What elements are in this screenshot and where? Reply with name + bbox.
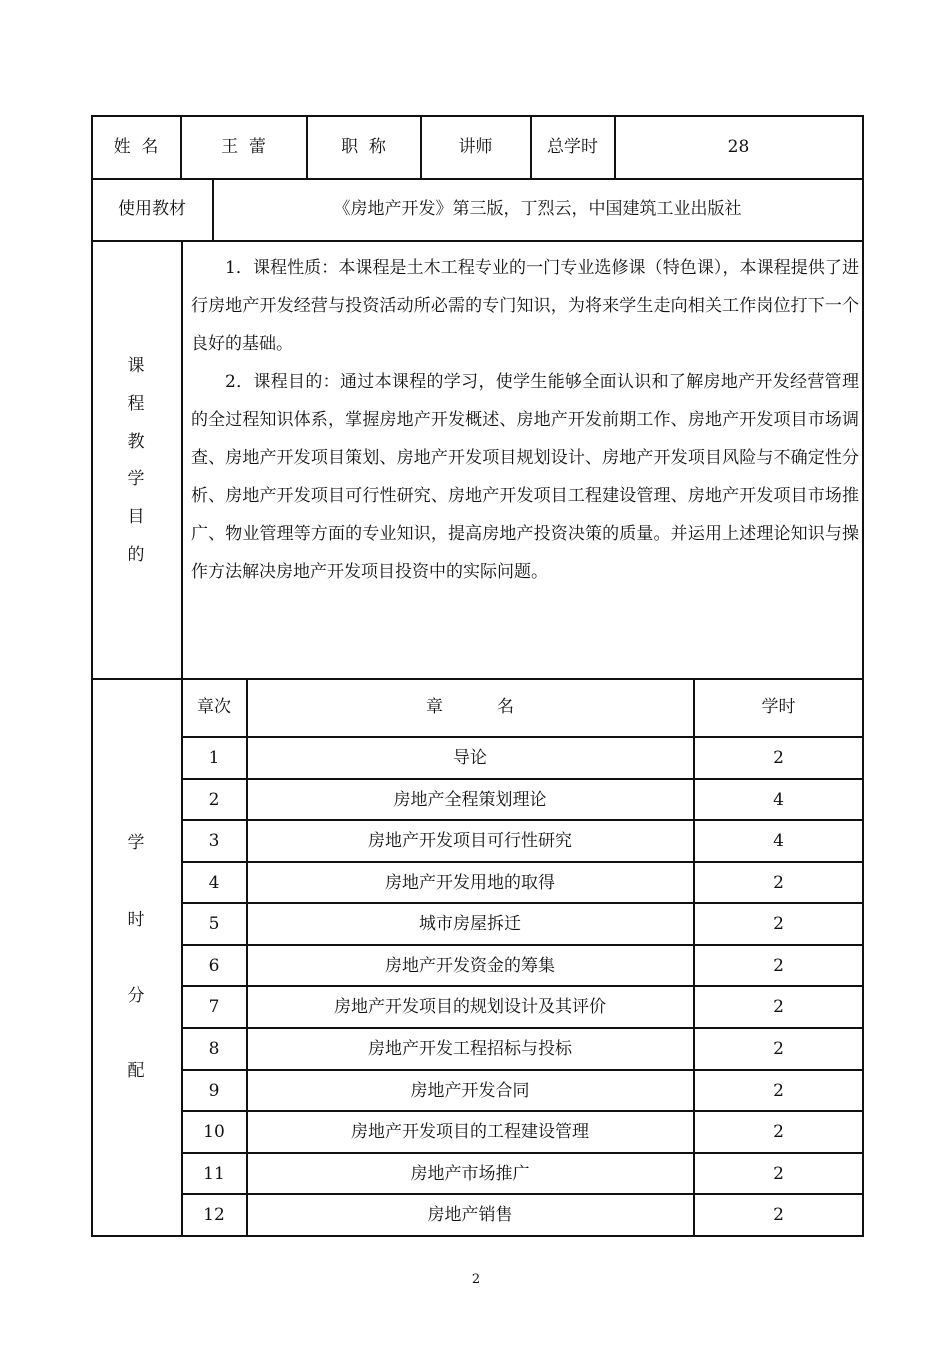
- chapter-name: 房地产开发项目的规划设计及其评价: [334, 997, 606, 1017]
- chapter-hours: 2: [773, 914, 784, 934]
- chapter-hours: 2: [773, 748, 784, 768]
- schedule-row: [182, 1070, 863, 1111]
- chapter-number: 3: [208, 831, 220, 851]
- objectives-label-char: 课: [127, 356, 145, 376]
- chapter-number: 7: [208, 997, 220, 1017]
- chapter-name: 房地产开发工程招标与投标: [368, 1039, 572, 1059]
- chapter-number: 12: [203, 1205, 225, 1225]
- chapter-name: 房地产开发项目的工程建设管理: [351, 1122, 589, 1142]
- chapter-hours: 2: [773, 1164, 784, 1184]
- chapter-name: 房地产开发合同: [410, 1081, 530, 1101]
- hours-column-header: 学时: [761, 697, 796, 717]
- chapter-name: 房地产开发用地的取得: [385, 873, 555, 893]
- total-hours-label: 总学时: [547, 137, 598, 157]
- chapter-name: 房地产开发资金的筹集: [385, 956, 555, 976]
- objectives-label-char: 教: [127, 432, 145, 452]
- schedule-row: [182, 1111, 863, 1152]
- schedule-row: [182, 1153, 863, 1194]
- objectives-label-char: 程: [127, 394, 145, 414]
- schedule-header-row: [182, 678, 863, 736]
- page-number: 2: [471, 1272, 481, 1287]
- schedule-label-char: 配: [127, 1061, 145, 1081]
- chapter-number: 8: [208, 1039, 220, 1059]
- schedule-label-char: 分: [127, 986, 145, 1006]
- chapter-number: 2: [208, 790, 220, 810]
- textbook-label: 使用教材: [118, 199, 186, 219]
- schedule-row: [182, 737, 863, 778]
- course-nature-paragraph: 1．课程性质：本课程是土木工程专业的一门专业选修课（特色课），本课程提供了进行房地产开发经营与投资活动所必需的专门知识，为将来学生走向相关工作岗位打下一个良好的基础。: [191, 258, 859, 354]
- schedule-label-char: 时: [127, 910, 145, 930]
- schedule-row: [182, 779, 863, 820]
- chapter-number: 4: [208, 873, 220, 893]
- chapter-hours: 2: [773, 1039, 784, 1059]
- chapter-hours: 2: [773, 1081, 784, 1101]
- schedule-row: [182, 862, 863, 903]
- chapter-hours: 2: [773, 1205, 784, 1225]
- chapter-number: 11: [203, 1164, 225, 1184]
- total-hours-value: 28: [727, 137, 750, 157]
- course-purpose-paragraph: 2．课程目的：通过本课程的学习，使学生能够全面认识和了解房地产开发经营管理的全过程知识体系，掌握房地产开发概述、房地产开发前期工作、房地产开发项目市场调查、房地产开发项目策划、房地产开发项目规划设计、房地产开发项目风险与不确定性分析、房地产开发项目可行性研究、房地产开发项目工程建设管理、房地产开发项目市场推广、物业管理等方面的专业知识，提高房地产投资决策的质量。并运用上述理论知识与操作方法解决房地产开发项目投资中的实际问题。: [191, 372, 859, 582]
- title-label: 职 称: [341, 137, 386, 157]
- chapter-column-header: 章次: [197, 697, 231, 717]
- chapter-hours: 4: [773, 790, 784, 810]
- chapter-name: 房地产销售: [427, 1205, 513, 1225]
- chapter-hours: 2: [773, 956, 784, 976]
- objectives-label-char: 的: [127, 545, 145, 565]
- objectives-label-char: 目: [127, 507, 145, 527]
- chapter-name-column-header: 章 名: [425, 697, 515, 717]
- chapter-name: 房地产开发项目可行性研究: [368, 831, 572, 851]
- name-label: 姓 名: [113, 137, 159, 157]
- name-value: 王 蕾: [221, 137, 266, 157]
- chapter-name: 导论: [453, 748, 487, 768]
- schedule-row: [182, 945, 863, 986]
- schedule-row: [182, 820, 863, 861]
- schedule-label-char: 学: [127, 833, 145, 853]
- objectives-label-char: 学: [127, 469, 145, 489]
- chapter-hours: 2: [773, 997, 784, 1017]
- chapter-hours: 2: [773, 873, 784, 893]
- chapter-number: 5: [208, 914, 220, 934]
- schedule-row: [182, 1194, 863, 1235]
- chapter-name: 城市房屋拆迁: [419, 914, 521, 934]
- chapter-hours: 4: [773, 831, 784, 851]
- schedule-row: [182, 903, 863, 944]
- schedule-row: [182, 986, 863, 1027]
- chapter-number: 9: [208, 1081, 220, 1101]
- chapter-number: 10: [203, 1122, 225, 1142]
- chapter-number: 1: [208, 748, 220, 768]
- chapter-number: 6: [208, 956, 220, 976]
- schedule-row: [182, 1028, 863, 1069]
- chapter-hours: 2: [773, 1122, 784, 1142]
- chapter-name: 房地产全程策划理论: [393, 790, 547, 810]
- chapter-name: 房地产市场推广: [410, 1164, 530, 1184]
- textbook-value: 《房地产开发》第三版，丁烈云，中国建筑工业出版社: [333, 199, 742, 219]
- title-value: 讲师: [458, 137, 493, 157]
